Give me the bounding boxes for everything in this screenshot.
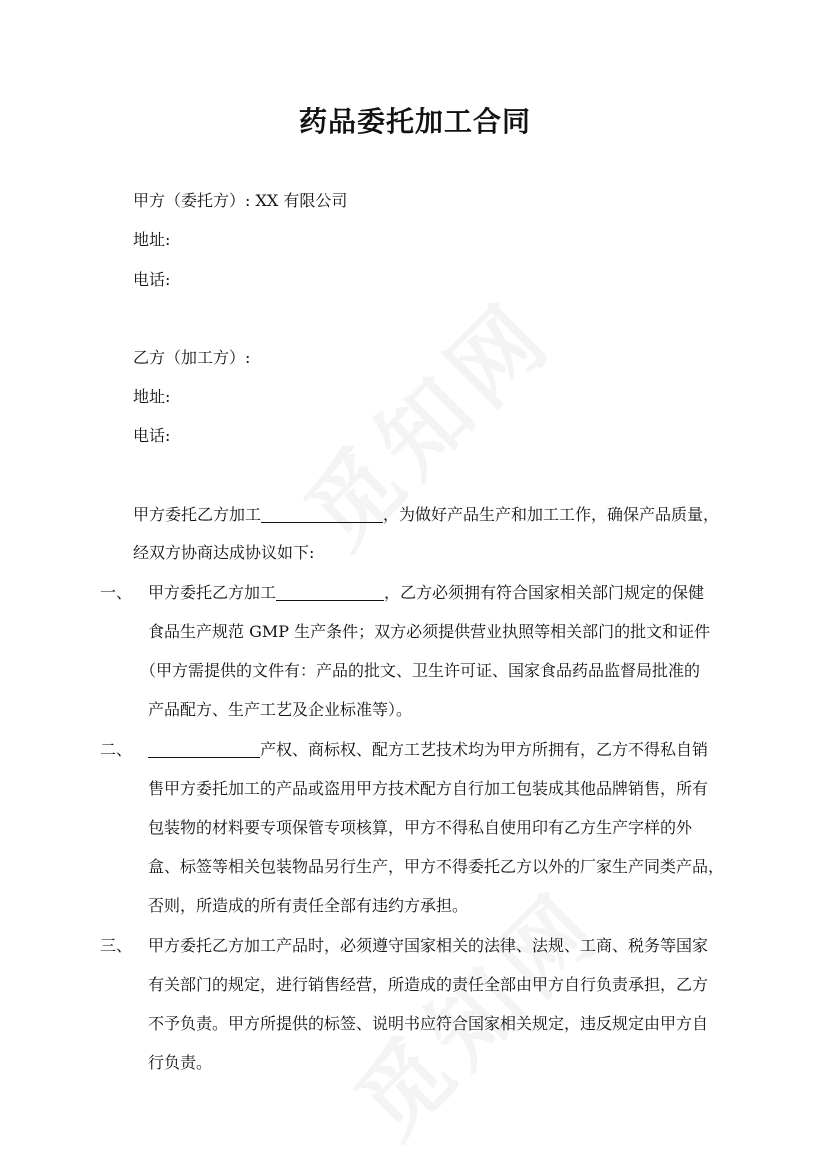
clause-line: 否则，所造成的所有责任全部有违约方承担。 bbox=[148, 896, 469, 915]
blank-field[interactable] bbox=[276, 584, 384, 601]
party-b-phone: 电话: bbox=[133, 426, 171, 445]
clause-number: 二、 bbox=[100, 740, 133, 759]
clause-line: 有关部门的规定，进行销售经营，所造成的责任全部由甲方自行负责承担，乙方 bbox=[148, 975, 709, 994]
clause-line: 不予负责。甲方所提供的标签、说明书应符合国家相关规定，违反规定由甲方自 bbox=[148, 1014, 709, 1033]
intro-line: 经双方协商达成协议如下: bbox=[133, 543, 315, 562]
clause-line: 售甲方委托加工的产品或盗用甲方技术配方自行加工包装成其他品牌销售，所有 bbox=[148, 779, 709, 798]
clause-line: 甲方委托乙方加工产品时，必须遵守国家相关的法律、法规、工商、税务等国家 bbox=[148, 936, 709, 955]
intro-line bbox=[133, 504, 719, 526]
clause-line: 包装物的材料要专项保管专项核算，甲方不得私自使用印有乙方生产字样的外 bbox=[148, 818, 693, 837]
clause-text: 产权、商标权、配方工艺技术均为甲方所拥有，乙方不得私自销 bbox=[260, 740, 709, 759]
clause-line: 盒、标签等相关包装物品另行生产，甲方不得委托乙方以外的厂家生产同类产品， bbox=[148, 857, 725, 876]
blank-field[interactable] bbox=[261, 506, 383, 523]
clause-text: 甲方委托乙方加工 bbox=[148, 583, 277, 602]
clause-line: 食品生产规范 GMP 生产条件；双方必须提供营业执照等相关部门的批文和证件 bbox=[148, 622, 711, 641]
party-b-address: 地址: bbox=[133, 387, 171, 406]
clause-line: 行负责。 bbox=[148, 1053, 213, 1072]
clause-line: （甲方需提供的文件有：产品的批文、卫生许可证、国家食品药品监督局批准的 bbox=[140, 661, 701, 680]
party-a-phone: 电话: bbox=[133, 270, 171, 289]
document-title: 药品委托加工合同 bbox=[298, 105, 531, 138]
intro-text: 甲方委托乙方加工 bbox=[133, 505, 262, 524]
clause-line bbox=[148, 582, 704, 604]
clause-text: ，乙方必须拥有符合国家相关部门规定的保健 bbox=[384, 583, 705, 602]
clause-number: 一、 bbox=[100, 583, 133, 602]
clause-line bbox=[148, 739, 708, 761]
party-a-address: 地址: bbox=[133, 230, 171, 249]
intro-text: ，为做好产品生产和加工工作，确保产品质量， bbox=[383, 505, 720, 524]
clause-line: 产品配方、生产工艺及企业标准等）。 bbox=[148, 700, 413, 719]
party-a-name: 甲方（委托方）: XX 有限公司 bbox=[133, 191, 348, 210]
party-b-name: 乙方（加工方）: bbox=[133, 348, 251, 367]
blank-field[interactable] bbox=[148, 741, 260, 758]
clause-number: 三、 bbox=[100, 936, 133, 955]
